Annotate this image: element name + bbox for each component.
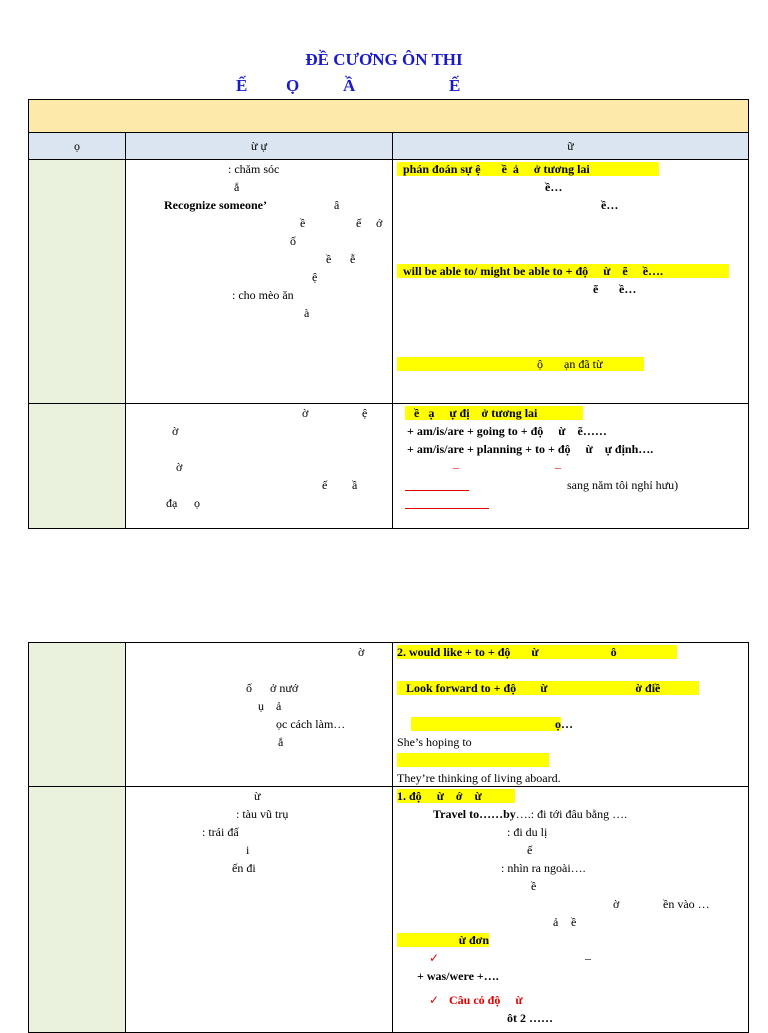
vocab-text: ế (356, 216, 362, 230)
vocab-text: : chăm sóc (228, 162, 280, 176)
grammar-text: She’s hoping to (397, 735, 472, 749)
vocab-text: ờ (302, 406, 309, 420)
vocab-text: ố (246, 681, 252, 695)
vocab-text: ễ (350, 252, 356, 266)
vocabulary-cell (126, 160, 393, 404)
vocab-text: ề (326, 252, 332, 266)
grammar-cell (393, 643, 749, 787)
vocab-text: ở nướ (270, 681, 299, 695)
grammar-highlight: ề ạ ự đị ở tương lai (405, 406, 583, 420)
header-topic: ọ (29, 133, 126, 160)
grammar-text: ề… (619, 282, 637, 296)
grammar-text: ôt 2 …… (507, 1011, 553, 1025)
grammar-text: ề… (545, 180, 563, 194)
vocabulary-cell (126, 404, 393, 529)
table-row (29, 787, 749, 1033)
vocab-text: i (246, 843, 250, 857)
table-header-row (29, 133, 749, 160)
subtitle-fragment: Ế (449, 76, 461, 95)
grammar-highlight: 1. độ ừ ớ ừ (397, 789, 515, 803)
grammar-highlight: ộ ạn đã từ (397, 357, 644, 371)
vocab-text: ờ (176, 460, 183, 474)
topic-cell (29, 643, 126, 787)
grammar-text: ờ (613, 897, 620, 911)
grammar-text: Câu có độ ừ (449, 993, 523, 1007)
header-vocabulary: ừ ự (126, 133, 393, 160)
vocab-text: â (334, 198, 340, 212)
vocab-text: ọ (194, 496, 200, 510)
subtitle-fragment: Ọ (286, 76, 300, 95)
check-icon: ✓ (429, 951, 440, 965)
grammar-text: sang năm tôi nghỉ hưu) (567, 478, 679, 492)
grammar-text: ế (527, 843, 533, 857)
grammar-highlight: Look forward to + độ ừ ờ điề (397, 681, 699, 695)
vocab-text: ờ (358, 645, 365, 659)
vocab-text: ả (276, 699, 282, 713)
vocab-text: ến đi (232, 861, 256, 875)
vocab-text: ệ (362, 406, 368, 420)
grammar-dash: – (585, 951, 591, 965)
vocab-text: ớ (376, 216, 383, 230)
table-row (29, 160, 749, 404)
vocab-text: : cho mèo ăn (232, 288, 294, 302)
table-row (29, 404, 749, 529)
grammar-highlight: ừ đơn (397, 933, 489, 947)
grammar-highlight: phán đoán sự ệ ề ả ở tương lai (397, 162, 659, 176)
topic-cell (29, 404, 126, 529)
vocab-text: : trái đấ (202, 825, 239, 839)
header-grammar: ữ (393, 133, 749, 160)
grammar-text: + am/is/are + planning + to + độ ừ ự định…. (407, 442, 654, 456)
vocab-text: à (304, 306, 310, 320)
study-table-1 (28, 99, 749, 529)
subtitle-fragment: Ế (236, 76, 248, 95)
grammar-highlight: will be able to/ might be able to + độ ừ ẽ ề…. (397, 264, 729, 278)
topic-cell (29, 787, 126, 1033)
grammar-cell (393, 160, 749, 404)
vocab-text: ừ (254, 789, 261, 803)
vocab-text: ờ (172, 424, 179, 438)
grammar-dash: – (555, 460, 561, 474)
study-table-2 (28, 642, 749, 1033)
grammar-cell (393, 787, 749, 1033)
check-icon: ✓ (429, 993, 440, 1007)
grammar-text: + was/were +…. (417, 969, 499, 983)
grammar-text: ề (531, 879, 537, 893)
grammar-text: They’re thinking of living aboard. (397, 771, 561, 785)
vocabulary-cell (126, 643, 393, 787)
vocab-text: : tàu vũ trụ (236, 807, 289, 821)
grammar-text: : nhìn ra ngoài…. (501, 861, 586, 875)
grammar-text: ề… (601, 198, 619, 212)
blank-underline (405, 490, 469, 491)
grammar-text: ả (553, 915, 559, 929)
grammar-text: ề (571, 915, 577, 929)
vocab-text: ọc cách làm… (276, 717, 346, 731)
grammar-blank-highlight (397, 753, 549, 767)
grammar-dash: – (453, 460, 459, 474)
grammar-highlight: 2. would like + to + độ ừ ô (397, 645, 677, 659)
vocab-text: Recognize someone’ (164, 198, 267, 212)
vocab-text: ắ (234, 180, 240, 194)
grammar-text: + am/is/are + going to + độ ừ ẽ…… (407, 424, 607, 438)
vocab-text: ố (290, 234, 296, 248)
table-row (29, 643, 749, 787)
vocab-text: ệ (312, 270, 318, 284)
vocab-text: ắ (278, 735, 284, 749)
blank-underline (405, 508, 489, 509)
vocab-text: đạ (166, 496, 178, 510)
document-title: ĐỀ CƯƠNG ÔN THI (305, 50, 463, 69)
grammar-text: ọ… (411, 717, 573, 731)
grammar-cell (393, 404, 749, 529)
subtitle-fragment: Ầ (343, 76, 356, 95)
vocab-text: ầ (352, 478, 358, 492)
vocab-text: ụ (258, 699, 264, 713)
vocab-text: ế (322, 478, 328, 492)
grammar-text: ẽ (593, 282, 599, 296)
vocab-text: ề (300, 216, 306, 230)
grammar-text: : đi du lị (507, 825, 548, 839)
grammar-text: ền vào … (663, 897, 710, 911)
topic-cell (29, 160, 126, 404)
vocabulary-cell (126, 787, 393, 1033)
table-band (29, 100, 749, 133)
grammar-text: Travel to……by….: đi tới đâu bằng …. (433, 807, 628, 821)
